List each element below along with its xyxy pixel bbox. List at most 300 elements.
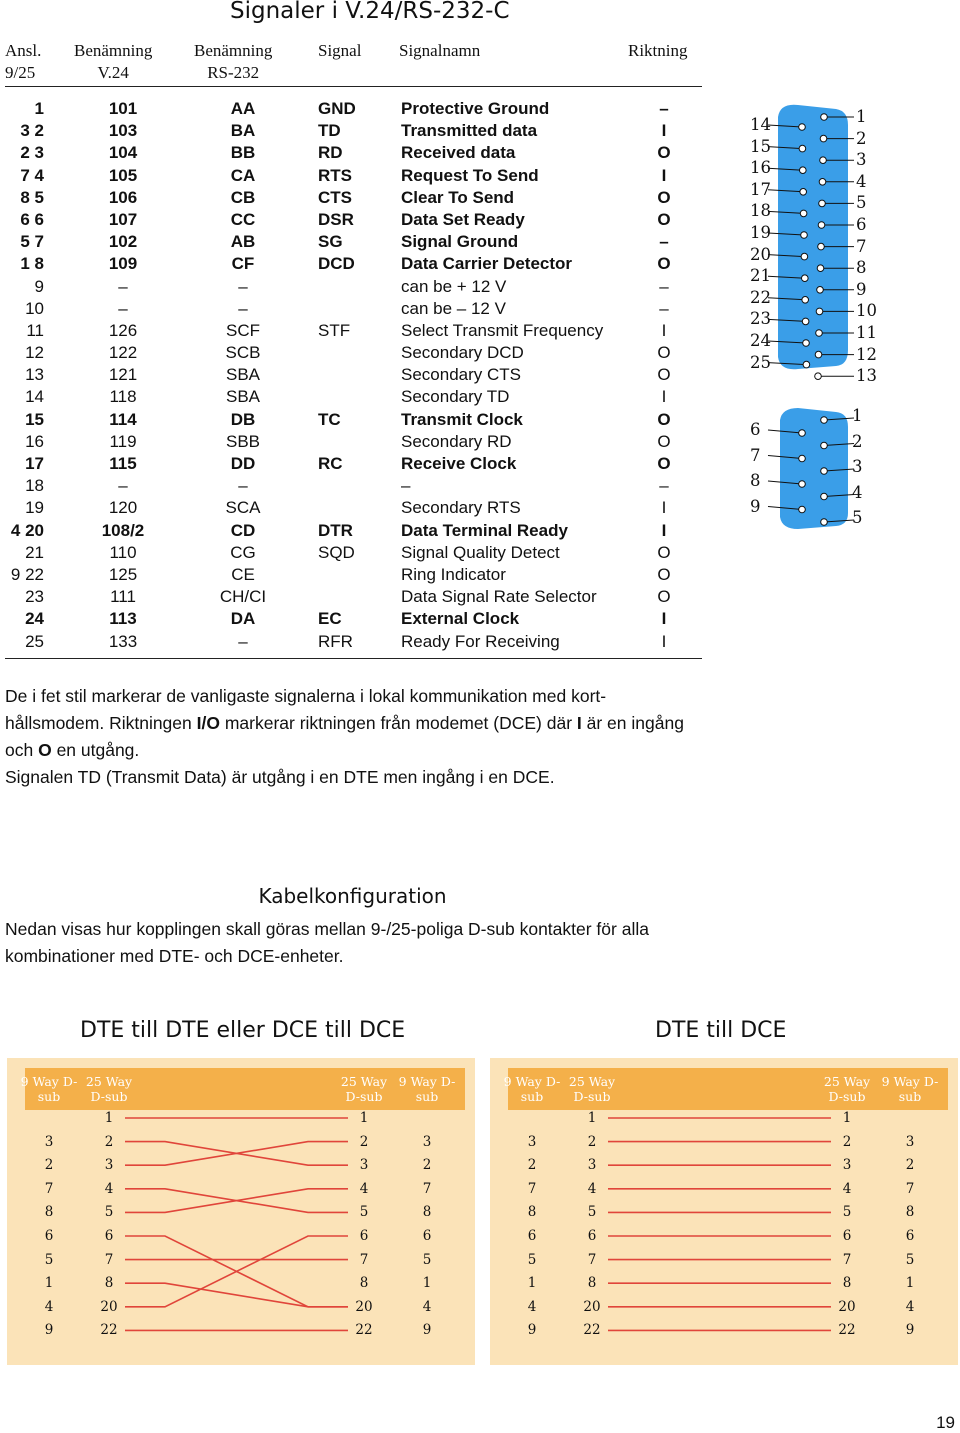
pin-label: 6 [527, 1228, 537, 1244]
cell-dir: O [657, 209, 671, 229]
cell-name: Data Carrier Detector [401, 254, 573, 274]
pin-label: 4 [44, 1298, 54, 1315]
db25-pin [799, 124, 806, 131]
cell-name: Data Set Ready [401, 209, 525, 229]
table-row [0, 586, 705, 608]
pin-label: 7 [842, 1251, 852, 1268]
pin-label: 8 [104, 1275, 114, 1292]
cell-v24: 133 [108, 631, 138, 651]
db9-pin [799, 455, 806, 462]
connector-pinout [720, 95, 960, 565]
header-rs232-line1: Benämning [194, 41, 273, 60]
pin-label: 4 [587, 1180, 597, 1197]
pin-label: 22 [100, 1322, 118, 1339]
db25-pin-label: 17 [750, 179, 771, 199]
cell-name: Receive Clock [401, 454, 517, 473]
db25-pin-label: 20 [750, 244, 771, 264]
pin-label: 5 [527, 1251, 537, 1268]
cell-rs: CA [230, 165, 256, 185]
cell-v24: 114 [109, 409, 137, 429]
cell-name: Transmitted data [401, 121, 538, 141]
cell-ansl: 1 8 [20, 254, 44, 274]
wiring-svg [490, 1058, 958, 1365]
cell-v24: 102 [108, 232, 138, 252]
cell-dir: – [659, 476, 669, 496]
cell-v24: 107 [108, 209, 138, 229]
cell-name: Clear To Send [401, 187, 515, 207]
db25-pin [802, 318, 809, 325]
db25-pin-label: 18 [750, 201, 771, 221]
cell-ansl: 6 6 [20, 209, 44, 229]
header-rs232 [194, 40, 272, 84]
cell-dir: O [657, 187, 671, 207]
cell-name: Ready For Receiving [401, 631, 560, 651]
cell-rs: CE [231, 564, 255, 584]
table-row [0, 364, 705, 386]
pin-label: 8 [359, 1275, 369, 1292]
table-row [0, 253, 705, 275]
db9-pin-label: 6 [750, 420, 761, 439]
cell-ansl: 12 [25, 343, 44, 363]
cell-rs: BA [230, 121, 256, 141]
table-row [0, 564, 705, 586]
cell-ansl: 16 [25, 431, 44, 451]
cell-sig: DSR [318, 209, 354, 229]
db25-pin-label: 1 [856, 107, 867, 126]
cell-rs: DD [230, 454, 256, 473]
cell-name: can be – 12 V [401, 298, 506, 318]
db9-shell [780, 408, 848, 529]
db25-pin-label: 2 [856, 128, 867, 148]
db9-pin [821, 417, 828, 424]
pin-label: 4 [359, 1180, 369, 1197]
cell-name: Secondary RD [401, 431, 512, 451]
cell-sig: TC [318, 409, 341, 429]
pin-label: 6 [842, 1228, 852, 1244]
header-v24-line1: Benämning [74, 41, 153, 60]
cell-name: Secondary TD [401, 387, 510, 407]
cell-rs: BB [230, 143, 256, 163]
table-bottom-rule [5, 658, 702, 659]
table-row [0, 386, 705, 408]
pin-label: 9 [44, 1322, 54, 1339]
cell-rs: CD [230, 520, 256, 540]
pin-label: 2 [527, 1157, 537, 1174]
cell-ansl: 25 [25, 631, 44, 651]
pin-label: 4 [527, 1298, 537, 1315]
pin-label: 7 [104, 1251, 114, 1268]
db25-pin [820, 135, 827, 142]
pin-label: 2 [104, 1133, 114, 1150]
header-v24-line2: V.24 [97, 63, 129, 82]
cell-rs: CG [230, 542, 256, 562]
pin-label: 4 [842, 1180, 852, 1197]
cell-name: Protective Ground [401, 99, 550, 118]
column-header: 25 Way D-sub [340, 1074, 388, 1104]
cell-name: Secondary CTS [401, 365, 521, 385]
pin-label: 8 [44, 1204, 54, 1221]
table-row [0, 142, 705, 164]
db25-pin [799, 145, 806, 152]
pin-label: 5 [842, 1204, 852, 1221]
cell-dir: I [661, 520, 667, 540]
table-row [0, 497, 705, 519]
cell-sig: RFR [318, 631, 353, 651]
db25-pin [800, 210, 807, 217]
cell-rs: – [238, 476, 248, 496]
db25-pin-label: 25 [750, 352, 771, 372]
cell-v24: 122 [108, 343, 138, 363]
cell-name: External Clock [401, 609, 520, 629]
db25-pin-label: 7 [856, 236, 867, 256]
db9-pin [799, 430, 806, 437]
db9-pin [821, 442, 828, 449]
cell-dir: O [657, 343, 671, 363]
pin-label: 7 [587, 1251, 597, 1268]
cell-rs: – [238, 631, 248, 651]
pin-label: 8 [842, 1275, 852, 1292]
cell-ansl: 10 [25, 298, 44, 318]
cell-v24: 109 [108, 254, 138, 274]
pin-label: 1 [842, 1110, 852, 1126]
db9-pin [799, 481, 806, 488]
cell-ansl: 18 [25, 476, 44, 496]
cell-rs: CH/CI [219, 587, 267, 607]
pin-label: 8 [587, 1275, 597, 1292]
db25-pin [820, 157, 827, 164]
cell-name: Request To Send [401, 165, 539, 185]
pin-label: 1 [905, 1275, 915, 1292]
pin-label: 4 [422, 1298, 432, 1315]
cell-rs: – [238, 276, 248, 296]
db9-pin-label: 8 [750, 471, 761, 490]
cell-sig: DCD [318, 254, 355, 274]
pin-label: 6 [905, 1228, 915, 1244]
table-row [0, 608, 705, 630]
db25-pin-label: 9 [856, 279, 867, 299]
table-row [0, 542, 705, 564]
cell-dir: O [657, 431, 671, 451]
db25-pin [801, 232, 808, 239]
note-paragraph: De i fet stil markerar de vanligaste signalerna i lokal kommunikation med kort-hållsmodem. Riktningen I/O markerar riktningen från modemet (DCE) där I är en ingång och O en utgång. [5, 686, 684, 760]
cell-dir: – [659, 99, 669, 118]
header-v24 [74, 40, 152, 84]
pin-label: 20 [100, 1298, 118, 1315]
pin-label: 2 [905, 1157, 915, 1174]
cell-rs: SBA [225, 365, 261, 385]
db9-pin [821, 493, 828, 500]
table-row [0, 453, 705, 475]
header-signalname: Signalnamn [399, 41, 481, 60]
pin-label: 5 [905, 1251, 915, 1268]
column-header: 9 Way D-sub [20, 1074, 78, 1104]
pin-label: 5 [587, 1204, 597, 1221]
table-row [0, 520, 705, 542]
cell-name: Select Transmit Frequency [401, 320, 604, 340]
db25-pin-label: 5 [856, 193, 867, 213]
cell-ansl: 1 [34, 99, 44, 118]
db25-pin-label: 14 [750, 115, 771, 134]
pin-label: 20 [838, 1298, 856, 1315]
pin-label: 20 [355, 1298, 373, 1315]
cell-sig: RTS [318, 165, 352, 185]
db25-pin [802, 275, 809, 282]
db9-pin [821, 468, 828, 475]
pin-label: 22 [838, 1322, 856, 1339]
cell-v24: 126 [108, 320, 138, 340]
db25-pin [818, 222, 825, 229]
db25-pin [818, 243, 825, 250]
db25-pin [800, 167, 807, 174]
cell-v24: 121 [108, 365, 138, 385]
pin-label: 3 [104, 1157, 114, 1174]
db25-pin [800, 189, 807, 196]
cell-name: Ring Indicator [401, 564, 506, 584]
cell-v24: 103 [108, 121, 138, 141]
pin-label: 2 [587, 1133, 597, 1150]
wire [125, 1142, 348, 1166]
cell-name: Transmit Clock [401, 409, 523, 429]
pin-label: 6 [359, 1228, 369, 1244]
cell-v24: – [118, 476, 128, 496]
db25-pin-label: 6 [856, 215, 867, 234]
cell-v24: 105 [108, 165, 138, 185]
cell-sig: CTS [318, 187, 352, 207]
cell-rs: – [238, 298, 248, 318]
cell-dir: O [657, 564, 671, 584]
cell-v24: 106 [108, 187, 138, 207]
cell-sig: SQD [318, 542, 355, 562]
db25-pin [802, 297, 809, 304]
cell-dir: O [657, 454, 671, 473]
cell-dir: O [657, 365, 671, 385]
db25-pin-label: 3 [856, 150, 867, 170]
pin-label: 4 [104, 1180, 114, 1197]
cell-ansl: 3 2 [20, 121, 44, 141]
db25-shell [778, 105, 848, 370]
wire [125, 1283, 348, 1307]
db25-pin [815, 351, 822, 358]
pin-label: 22 [583, 1322, 601, 1339]
cell-v24: 120 [108, 498, 138, 518]
section-title: Kabelkonfiguration [258, 884, 447, 908]
pin-label: 7 [44, 1180, 54, 1197]
pin-label: 3 [587, 1157, 597, 1174]
cell-v24: 108/2 [101, 520, 145, 540]
cell-sig: EC [318, 609, 342, 629]
cell-dir: – [659, 232, 669, 252]
cell-ansl: 19 [25, 498, 44, 518]
page-number: 19 [936, 1413, 955, 1432]
pin-label: 7 [422, 1180, 432, 1197]
cell-name: Secondary RTS [401, 498, 521, 518]
table-row [0, 409, 705, 431]
db25-pin-label: 13 [856, 366, 877, 386]
header-ansl-line2: 9/25 [5, 63, 36, 82]
column-header: 25 Way D-sub [568, 1074, 616, 1104]
pin-label: 2 [422, 1157, 432, 1174]
cell-sig: RD [318, 143, 343, 163]
cell-sig: RC [318, 454, 343, 473]
cell-v24: 101 [108, 99, 138, 118]
table-row [0, 98, 705, 120]
db9-pin-label: 9 [750, 496, 761, 516]
cell-ansl: 5 7 [20, 232, 44, 252]
cell-ansl: 17 [25, 454, 44, 473]
table-row [0, 320, 705, 342]
table-row [0, 431, 705, 453]
pin-label: 1 [44, 1275, 54, 1292]
cell-name: Signal Quality Detect [401, 542, 560, 562]
db25-pin [803, 361, 810, 368]
db25-pin [819, 179, 826, 186]
cell-rs: DA [230, 609, 256, 629]
diagram-title-1: DTE till DTE eller DCE till DCE [80, 1018, 406, 1043]
wiring-svg [7, 1058, 475, 1365]
pin-label: 22 [355, 1322, 373, 1339]
column-header: 25 Way D-sub [823, 1074, 871, 1104]
pin-label: 5 [422, 1251, 432, 1268]
header-ansl [5, 40, 41, 84]
cell-ansl: 15 [25, 409, 44, 429]
cell-name: – [401, 476, 411, 496]
cell-ansl: 8 5 [20, 187, 44, 207]
cell-ansl: 9 [34, 276, 44, 296]
note-paragraph-2: Signalen TD (Transmit Data) är utgång i en DTE men ingång i en DCE. [5, 767, 555, 787]
db25-pin-label: 23 [750, 309, 771, 329]
cell-v24: 110 [109, 542, 137, 562]
db25-pin [816, 308, 823, 315]
cell-sig: TD [318, 121, 341, 141]
column-header: 25 Way D-sub [85, 1074, 133, 1104]
pin-label: 1 [587, 1110, 597, 1126]
cell-sig: DTR [318, 520, 353, 540]
db25-pin-label: 8 [856, 258, 867, 278]
pin-label: 8 [527, 1204, 537, 1221]
db25-pin-label: 15 [750, 136, 771, 156]
db9-pin-label: 3 [852, 457, 863, 476]
table-top-rule [5, 86, 702, 87]
cell-v24: 119 [109, 431, 137, 451]
db25-pin-label: 16 [750, 158, 771, 178]
cell-v24: – [118, 298, 128, 318]
cell-dir: I [661, 387, 667, 407]
pin-label: 8 [422, 1204, 432, 1221]
cell-name: can be + 12 V [401, 276, 507, 296]
cell-rs: SBA [225, 387, 261, 407]
cell-dir: I [661, 498, 667, 518]
table-row [0, 187, 705, 209]
cell-rs: DB [230, 409, 256, 429]
cell-rs: AA [230, 99, 256, 118]
cell-rs: SCB [225, 343, 261, 363]
pin-label: 6 [44, 1228, 54, 1244]
db9-pin-label: 1 [852, 406, 863, 425]
cell-v24: 125 [108, 564, 138, 584]
header-direction: Riktning [628, 41, 688, 60]
pin-label: 3 [905, 1133, 915, 1150]
signal-table [0, 98, 705, 653]
pin-label: 3 [527, 1133, 537, 1150]
cell-name: Data Terminal Ready [401, 520, 568, 540]
cell-v24: – [118, 276, 128, 296]
db25-pin-label: 12 [856, 344, 877, 364]
db25-pin [819, 200, 826, 207]
db25-pin-label: 21 [750, 266, 771, 286]
table-row [0, 120, 705, 142]
db25-pin-label: 22 [750, 287, 771, 307]
cell-ansl: 4 20 [10, 520, 44, 540]
column-header: 9 Way D-sub [503, 1074, 561, 1104]
db9-pin-label: 4 [852, 482, 863, 502]
cell-dir: O [657, 542, 671, 562]
db25-pin-label: 10 [856, 301, 877, 321]
pin-label: 9 [905, 1322, 915, 1339]
cell-ansl: 7 4 [20, 165, 44, 185]
db25-pin-label: 24 [750, 331, 771, 350]
cell-sig: STF [318, 320, 351, 340]
cell-name: Signal Ground [401, 232, 519, 252]
db25-pin [821, 114, 828, 121]
cell-v24: 113 [109, 609, 137, 629]
table-row [0, 475, 705, 497]
db9-pin-label: 5 [852, 508, 863, 527]
pin-label: 4 [905, 1298, 915, 1315]
pin-label: 9 [527, 1322, 537, 1339]
notes [5, 683, 705, 791]
cell-name: Received data [401, 143, 516, 163]
pin-label: 9 [422, 1322, 432, 1339]
wire [125, 1236, 348, 1307]
cell-ansl: 13 [25, 365, 44, 385]
cell-rs: CB [230, 187, 256, 207]
diagram-title-2: DTE till DCE [655, 1018, 787, 1043]
header-ansl-line1: Ansl. [5, 41, 42, 60]
pin-label: 1 [527, 1275, 537, 1292]
cell-rs: SCA [225, 498, 261, 518]
pin-label: 6 [587, 1228, 597, 1244]
cell-v24: 104 [108, 143, 138, 163]
cell-ansl: 14 [25, 387, 44, 407]
cell-v24: 111 [110, 587, 136, 607]
table-row [0, 298, 705, 320]
cell-dir: O [657, 254, 671, 274]
db9-pin [799, 506, 806, 513]
cell-dir: – [659, 276, 669, 296]
db9-pin-label: 7 [750, 445, 761, 465]
cell-ansl: 23 [25, 587, 44, 607]
cell-dir: I [661, 121, 667, 141]
db9-pin-label: 2 [852, 431, 863, 451]
cell-v24: 118 [109, 387, 137, 407]
db25-pin-label: 11 [856, 323, 877, 342]
wiring-diagram-dte-dce [490, 1058, 958, 1365]
pin-label: 7 [527, 1180, 537, 1197]
cell-sig: SG [318, 232, 343, 252]
db25-pin [815, 373, 822, 380]
pin-label: 1 [104, 1110, 114, 1126]
cell-name: Data Signal Rate Selector [401, 587, 597, 607]
pin-label: 2 [842, 1133, 852, 1150]
table-row [0, 231, 705, 253]
cell-sig: GND [318, 99, 356, 118]
table-row [0, 209, 705, 231]
pin-label: 7 [359, 1251, 369, 1268]
header-signal: Signal [318, 41, 362, 60]
pin-label: 5 [359, 1204, 369, 1221]
db25-pin [801, 253, 808, 260]
cell-name: Secondary DCD [401, 343, 524, 363]
